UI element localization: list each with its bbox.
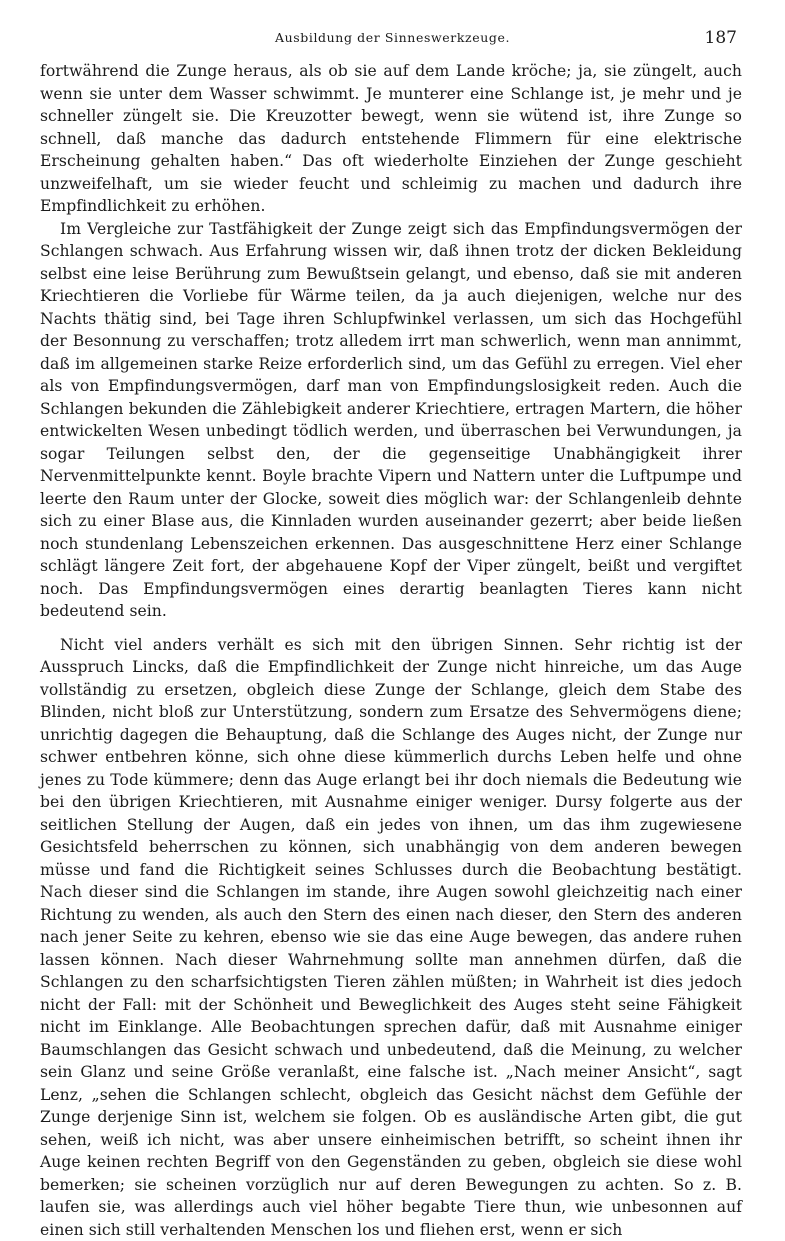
paragraph: Im Vergleiche zur Tastfähigkeit der Zunge zeigt sich das Empfindungsvermögen der Schlangen schwach. Aus Erfahrung wissen wir, daß ihnen trotz der dicken Bekleidung selbst eine leise Berührung zum Bewußtsein gelangt, und ebenso, daß sie mit anderen Kriechtieren die Vorliebe für Wärme teilen, da ja auch diejenigen, welche nur des Nachts thätig sind, bei Tage ihren Schlupfwinkel verlassen, um sich das Hochgefühl der Besonnung zu verschaffen; trotz alledem irrt man schwerlich, wenn man annimmt, daß im allgemeinen starke Reize erforderlich sind, um das Gefühl zu erregen. Viel eher als von Empfindungsvermögen, darf man von Empfindungslosigkeit reden. Auch die Schlangen bekunden die Zählebigkeit anderer Kriechtiere, ertragen Martern, die höher entwickelten Wesen unbedingt tödlich werden, und überraschen bei Verwundungen, ja sogar Teilungen selbst den, der die gegenseitige Unabhängigkeit ihrer Nervenmittelpunkte kennt. Boyle brachte Vipern und Nattern unter die Luftpumpe und leerte den Raum unter der Glocke, soweit dies möglich war: der Schlangenleib dehnte sich zu einer Blase aus, die Kinnladen wurden auseinander gezerrt; aber beide ließen noch stundenlang Lebenszeichen erkennen. Das ausgeschnittene Herz einer Schlange schlägt längere Zeit fort, der abgehauene Kopf der Viper züngelt, beißt und vergiftet noch. Das Empfindungsvermögen eines derartig beanlagten Tieres kann nicht bedeutend sein. — [40, 218, 742, 623]
body-text — [40, 60, 742, 1241]
page-number: 187 — [705, 28, 737, 48]
running-title: Ausbildung der Sinneswerkzeuge. — [0, 30, 785, 45]
page-header — [0, 26, 785, 56]
paragraph: fortwährend die Zunge heraus, als ob sie auf dem Lande kröche; ja, sie züngelt, auch wenn sie unter dem Wasser schwimmt. Je munterer eine Schlange ist, je mehr und je schneller züngelt sie. Die Kreuzotter bewegt, wenn sie wütend ist, ihre Zunge so schnell, daß manche das dadurch entstehende Flimmern für eine elektrische Erscheinung gehalten haben.“ Das oft wiederholte Einziehen der Zunge geschieht unzweifelhaft, um sie wieder feucht und schleimig zu machen und dadurch ihre Empfindlichkeit zu erhöhen. — [40, 60, 742, 218]
paragraph: Nicht viel anders verhält es sich mit den übrigen Sinnen. Sehr richtig ist der Ausspruch Lincks, daß die Empfindlichkeit der Zunge nicht hinreiche, um das Auge vollständig zu ersetzen, obgleich diese Zunge der Schlange, gleich dem Stabe des Blinden, nicht bloß zur Unterstützung, sondern zum Ersatze des Sehvermögens diene; unrichtig dagegen die Behauptung, daß die Schlange des Auges nicht, der Zunge nur schwer entbehren könne, sich ohne diese kümmerlich durchs Leben helfe und ohne jenes zu Tode kümmere; denn das Auge erlangt bei ihr doch niemals die Bedeutung wie bei den übrigen Kriechtieren, mit Ausnahme einiger weniger. Dursy folgerte aus der seitlichen Stellung der Augen, daß ein jedes von ihnen, um das ihm zugewiesene Gesichtsfeld beherrschen zu können, sich unabhängig von dem anderen bewegen müsse und fand die Richtigkeit seines Schlusses durch die Beobachtung bestätigt. Nach dieser sind die Schlangen im stande, ihre Augen sowohl gleichzeitig nach einer Richtung zu wenden, als auch den Stern des einen nach dieser, den Stern des anderen nach jener Seite zu kehren, ebenso wie sie das eine Auge bewegen, das andere ruhen lassen können. Nach dieser Wahrnehmung sollte man annehmen dürfen, daß die Schlangen zu den scharfsichtigsten Tieren zählen müßten; in Wahrheit ist dies jedoch nicht der Fall: mit der Schönheit und Beweglichkeit des Auges steht seine Fähigkeit nicht im Einklange. Alle Beobachtungen sprechen dafür, daß mit Ausnahme einiger Baumschlangen das Gesicht schwach und unbedeutend, daß die Meinung, zu welcher sein Glanz und seine Größe veranlaßt, eine falsche ist. „Nach meiner Ansicht“, sagt Lenz, „sehen die Schlangen schlecht, obgleich das Gesicht nächst dem Gefühle der Zunge derjenige Sinn ist, welchem sie folgen. Ob es ausländische Arten gibt, die gut sehen, weiß ich nicht, was aber unsere einheimischen betrifft, so scheint ihnen ihr Auge keinen rechten Begriff von den Gegenständen zu geben, obgleich sie diese wohl bemerken; sie scheinen vorzüglich nur auf deren Bewegungen zu achten. So z. B. laufen sie, was allerdings auch viel höher begabte Tiere thun, wie unbesonnen auf einen sich still verhaltenden Menschen los und fliehen erst, wenn er sich — [40, 634, 742, 1241]
